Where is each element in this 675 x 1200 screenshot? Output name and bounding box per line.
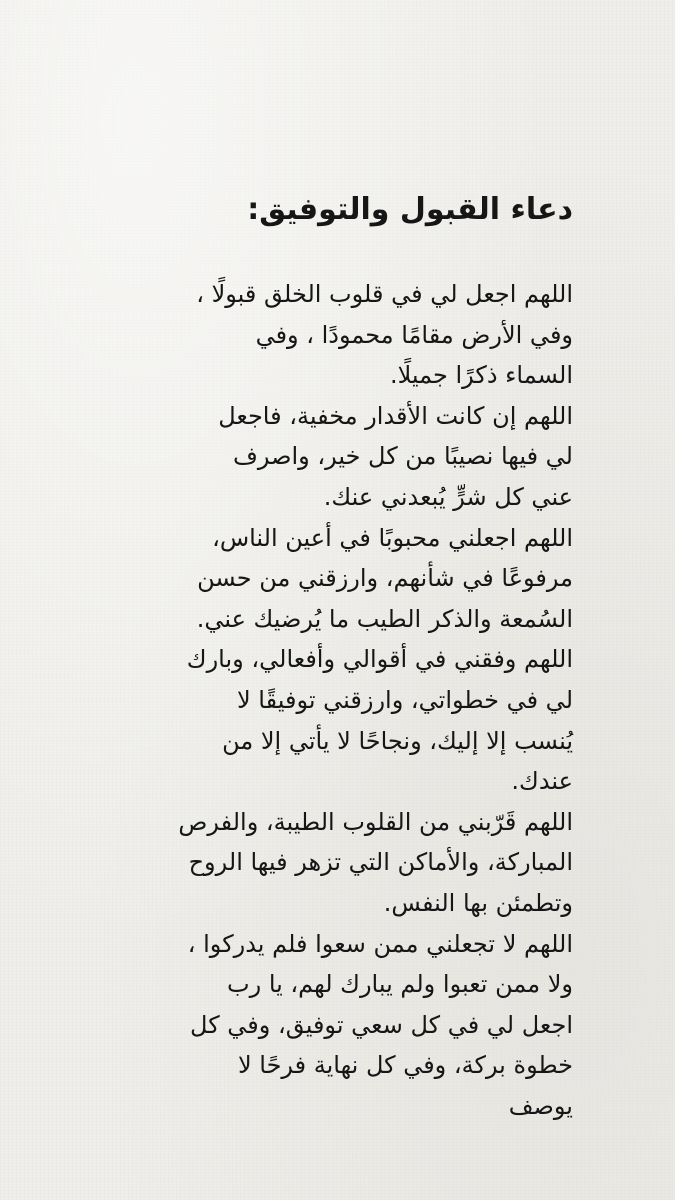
text-line: ولا ممن تعبوا ولم يبارك لهم، يا رب — [227, 970, 573, 999]
text-line: المباركة، والأماكن التي تزهر فيها الروح — [188, 848, 573, 877]
document-body — [73, 182, 573, 1126]
text-line: لي في خطواتي، وارزقني توفيقًا لا — [236, 685, 573, 714]
text-line: عندك. — [511, 767, 573, 796]
text-line: لي فيها نصيبًا من كل خير، واصرف — [232, 442, 573, 471]
text-line: وتطمئن بها النفس. — [383, 888, 573, 917]
text-line: خطوة بركة، وفي كل نهاية فرحًا لا — [237, 1051, 573, 1080]
text-line: مرفوعًا في شأنهم، وارزقني من حسن — [197, 564, 573, 593]
text-line: السُمعة والذكر الطيب ما يُرضيك عني. — [196, 604, 573, 633]
text-line: يُنسب إلا إليك، ونجاحًا لا يأتي إلا من — [222, 726, 573, 755]
text-line: اللهم إن كانت الأقدار مخفية، فاجعل — [218, 401, 573, 430]
text-line: اللهم اجعلني محبوبًا في أعين الناس، — [212, 523, 573, 552]
text-line: يوصف — [508, 1091, 573, 1120]
text-line: عني كل شرٍّ يُبعدني عنك. — [323, 482, 573, 511]
text-line: وفي الأرض مقامًا محمودًا ، وفي — [255, 320, 573, 349]
prayer-text — [73, 274, 573, 1126]
text-line: السماء ذكرًا جميلًا. — [389, 361, 573, 390]
text-line: اللهم لا تجعلني ممن سعوا فلم يدركوا ، — [187, 929, 573, 958]
text-line: اللهم اجعل لي في قلوب الخلق قبولًا ، — [196, 280, 573, 308]
document-title: دعاء القبول والتوفيق: — [247, 192, 573, 227]
text-line: اللهم قَرّبني من القلوب الطيبة، والفرص — [178, 807, 573, 836]
text-line: اللهم وفقني في أقوالي وأفعالي، وبارك — [186, 645, 573, 674]
text-line: اجعل لي في كل سعي توفيق، وفي كل — [190, 1010, 573, 1039]
